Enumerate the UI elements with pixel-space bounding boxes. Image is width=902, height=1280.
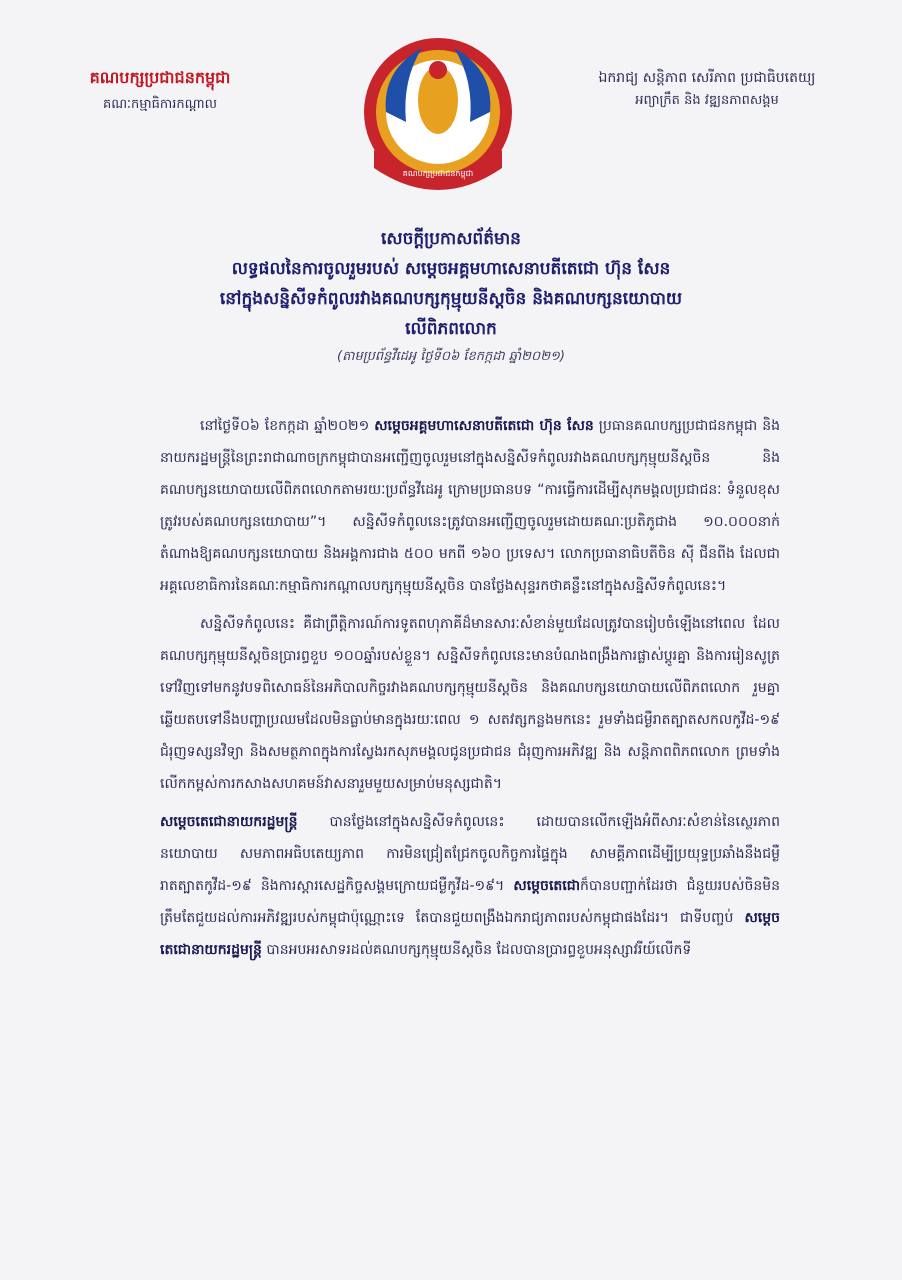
national-motto-line2: អព្យាក្រឹត និង វឌ្ឍនភាពសង្គម: [635, 93, 779, 108]
party-name: គណបក្សប្រជាជនកម្ពុជា: [89, 68, 231, 87]
header-left: [60, 66, 260, 116]
p3-text-3: បានអបអរសាទរដល់គណបក្សកុម្មុយនីស្តចិន ដែលបានប្រារព្ធខួបអនុស្សាវរីយ៍លើកទី: [261, 942, 692, 958]
p3-name-1: សម្តេចតេជោនាយករដ្ឋមន្ត្រី: [160, 814, 298, 830]
p1-date: នៅថ្ងៃទី០៦ ខែកក្កដា ឆ្នាំ២០២១: [200, 418, 375, 434]
national-motto: ឯករាជ្យ សន្តិភាព សេរីភាព ប្រជាធិបតេយ្យ: [598, 70, 816, 86]
p3-name-3: សម្តេចតេជោនាយករដ្ឋមន្ត្រី: [160, 910, 780, 958]
paragraph-2: សន្និសីទកំពូលនេះ គឺជាព្រឹត្តិការណ៍ការទូតពហុភាគីដ៏មានសារៈសំខាន់មួយដែលត្រូវបានរៀបចំឡើងនៅពេល ដែលគណបក្សកុម្មុយនីស្តចិនប្រារព្ធខួប ១០០ឆ្នាំរបស់ខ្លួន។ សន្និសីទកំពូលនេះមានបំណងពង្រឹងការផ្លាស់ប្តូរគ្នា និងការរៀនសូត្រទៅវិញទៅមកនូវបទពិសោធន៍នៃអភិបាលកិច្ចរវាងគណបក្សកុម្មុយនីស្តចិន និងគណបក្សនយោបាយលើពិភពលោក រួមគ្នាឆ្លើយតបទៅនឹងបញ្ហាប្រឈមដែលមិនធ្លាប់មានក្នុងរយៈពេល ១ សតវត្សកន្លងមកនេះ រួមទាំងជម្ងឺរាតត្បាតសកលកូវីដ-១៩ ជំរុញទស្សនវិទ្យា និងសមត្ថភាពក្នុងការស្វែងរកសុភមង្គលជូនប្រជាជន ជំរុញការអភិវឌ្ឍ និង សន្តិភាពពិភពលោក ព្រមទាំងលើកកម្ពស់ការកសាងសហគមន៍វាសនារួមមួយសម្រាប់មនុស្សជាតិ។: [160, 616, 780, 792]
document-body: [160, 410, 780, 972]
p3-text-1: បានថ្លែងនៅក្នុងសន្និសីទកំពូលនេះ ដោយបានលើកឡើងអំពីសារៈសំខាន់នៃស្ថេរភាពនយោបាយ សមភាពអធិបតេយ្យភាព ការមិនជ្រៀតជ្រែកចូលកិច្ចការផ្ទៃក្នុង សាមគ្គីភាពដើម្បីប្រយុទ្ធប្រឆាំងនឹងជម្ងឺរាតត្បាតកូវីដ-១៩ និងការស្តារសេដ្ឋកិច្ចសង្គមក្រោយជម្ងឺកូវីដ-១៩។: [160, 814, 780, 894]
p1-text: ប្រធានគណបក្សប្រជាជនកម្ពុជា និងនាយករដ្ឋមន្ត្រីនៃព្រះរាជាណាចក្រកម្ពុជាបានអញ្ជើញចូលរួមនៅក្នុងសន្និសីទកំពូលរវាងគណបក្សកុម្មុយនីស្តចិន និងគណបក្សនយោបាយលើពិភពលោកតាមរយៈប្រព័ន្ធវីដេអូ ក្រោមប្រធានបទ “ការធ្វើការដើម្បីសុភមង្គលប្រជាជនៈ ទំនួលខុសត្រូវរបស់គណបក្សនយោបាយ”។ សន្និសីទកំពូលនេះត្រូវបានអញ្ជើញចូលរួមដោយគណៈប្រតិភូជាង ១០.០០០នាក់ តំណាងឱ្យគណបក្សនយោបាយ និងអង្គការជាង ៥០០ មកពី ១៦០ ប្រទេស។ លោកប្រធានាធិបតីចិន ស៊ី ជីនពីង ដែលជាអគ្គលេខាធិការនៃគណៈកម្មាធិការកណ្តាលបក្សកុម្មុយនីស្តចិន បានថ្លែងសុន្ទរកថាគន្លឹះនៅក្នុងសន្និសីទកំពូលនេះ។: [160, 418, 780, 594]
document-subtitle-line-2: នៅក្នុងសន្និសីទកំពូលរវាងគណបក្សកុម្មុយនីស្តចិន និងគណបក្សនយោបាយ: [219, 289, 683, 309]
header-right: [562, 66, 852, 112]
logo-figure-head: [429, 61, 447, 79]
document-subtitle-line-1: លទ្ធផលនៃការចូលរួមរបស់ សម្តេចអគ្គមហាសេនាបតីតេជោ ហ៊ុន សែន: [231, 259, 671, 279]
logo-caption: គណបក្សប្រជាជនកម្ពុជា: [402, 169, 474, 178]
p1-name: សម្តេចអគ្គមហាសេនាបតីតេជោ ហ៊ុន សែន: [374, 418, 594, 434]
document-title: សេចក្តីប្រកាសព័ត៌មាន: [381, 229, 521, 249]
paragraph-1: [160, 410, 780, 602]
document-date-note: (តាមប្រព័ន្ធវីដេអូ ថ្ងៃទី០៦ ខែកក្កដា ឆ្នាំ២០២១): [337, 349, 565, 364]
p3-name-2: សម្តេចតេជោ: [513, 878, 581, 894]
committee-name: គណៈកម្មាធិការកណ្តាល: [102, 97, 218, 112]
document-titles: [60, 224, 842, 370]
party-logo: [362, 30, 514, 198]
p3-text-2: ក៏បានបញ្ជាក់ដែរថា ជំនួយរបស់ចិនមិនត្រឹមតែជួយដល់ការអភិវឌ្ឍរបស់កម្ពុជាប៉ុណ្ណោះទេ តែបានជួយពង្រឹងឯករាជ្យភាពរបស់កម្ពុជាផងដែរ។ ជាទីបញ្ចប់: [160, 878, 780, 926]
document-subtitle-line-3: លើពិភពលោក: [405, 319, 497, 339]
paragraph-3: [160, 806, 780, 966]
